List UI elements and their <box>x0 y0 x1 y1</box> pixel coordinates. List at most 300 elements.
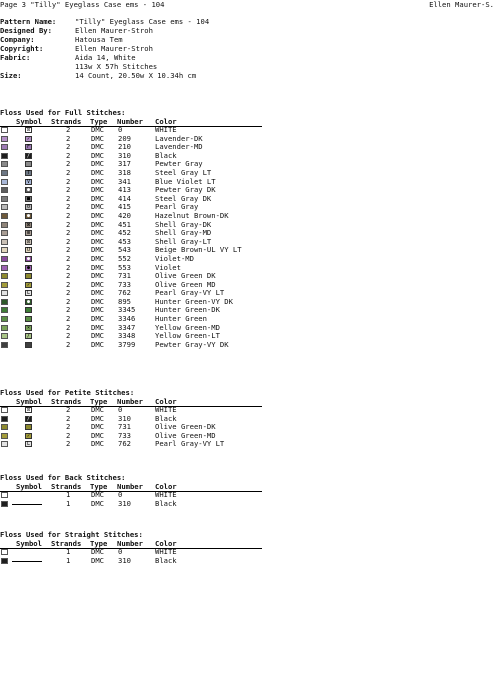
color-name: Pearl Gray-VY LT <box>155 439 225 449</box>
number-value: 0 <box>118 125 123 134</box>
type-value: DMC <box>91 555 104 565</box>
color-swatch <box>1 247 8 253</box>
stitch-symbol-icon <box>25 424 32 430</box>
stitch-symbol-icon <box>25 307 32 313</box>
color-name: Lavender-MD <box>155 142 203 152</box>
color-name: Hunter Green-DK <box>155 305 220 315</box>
number-value: 3799 <box>118 339 136 349</box>
col-symbol: Symbol <box>16 482 42 491</box>
strands-value: 2 <box>66 228 71 238</box>
strands-value: 2 <box>66 413 71 423</box>
color-swatch <box>1 196 8 202</box>
type-value: DMC <box>91 296 104 306</box>
number-value: 553 <box>118 262 131 272</box>
floss-row <box>0 440 494 449</box>
strands-value: 2 <box>66 314 71 324</box>
floss-row <box>0 160 494 169</box>
color-name: Beige Brown-UL VY LT <box>155 245 242 255</box>
color-name: Olive Green-DK <box>155 422 216 432</box>
color-name: Olive Green-MD <box>155 430 216 440</box>
color-swatch <box>1 213 8 219</box>
number-value: 414 <box>118 193 131 203</box>
backstitch-line-icon <box>12 552 42 553</box>
color-swatch <box>1 441 8 447</box>
info-row <box>0 17 494 26</box>
color-name: Lavender-DK <box>155 133 203 143</box>
info-label: Size: <box>0 71 22 80</box>
floss-row <box>0 423 494 432</box>
col-color: Color <box>155 482 177 491</box>
color-name: Black <box>155 150 177 160</box>
floss-row <box>0 255 494 264</box>
floss-row <box>0 169 494 178</box>
type-value: DMC <box>91 150 104 160</box>
number-value: 0 <box>118 547 123 556</box>
col-type: Type <box>90 539 108 548</box>
stitch-symbol-icon: ● <box>26 212 30 219</box>
color-swatch <box>1 424 8 430</box>
color-name: Yellow Green-LT <box>155 331 220 341</box>
type-value: DMC <box>91 490 104 499</box>
col-symbol: Symbol <box>16 117 42 126</box>
info-label: Copyright: <box>0 44 44 53</box>
color-name: Shell Gray-DK <box>155 219 212 229</box>
stitch-symbol-icon <box>25 316 32 322</box>
col-color: Color <box>155 539 177 548</box>
strands-value: 1 <box>66 498 71 508</box>
info-row <box>0 44 494 53</box>
number-value: 762 <box>118 439 131 449</box>
type-value: DMC <box>91 430 104 440</box>
color-swatch <box>1 342 8 348</box>
type-value: DMC <box>91 339 104 349</box>
strands-value: 2 <box>66 405 71 414</box>
col-strands: Strands <box>51 482 82 491</box>
stitch-symbol-icon: ⊞ <box>26 230 30 237</box>
number-value: 209 <box>118 133 131 143</box>
number-value: 310 <box>118 555 131 565</box>
strands-value: 2 <box>66 185 71 195</box>
header-left-text: Page 3 "Tilly" Eyeglass Case ems - 104 <box>0 0 165 9</box>
color-swatch <box>1 204 8 210</box>
strands-value: 2 <box>66 142 71 152</box>
table-header <box>0 117 494 126</box>
floss-row <box>0 264 494 273</box>
floss-table <box>0 126 494 349</box>
color-swatch <box>1 144 8 150</box>
floss-row <box>0 186 494 195</box>
type-value: DMC <box>91 271 104 281</box>
number-value: 0 <box>118 490 123 499</box>
strands-value: 2 <box>66 262 71 272</box>
number-value: 210 <box>118 142 131 152</box>
col-number: Number <box>117 397 143 406</box>
number-value: 310 <box>118 498 131 508</box>
strands-value: 2 <box>66 245 71 255</box>
strands-value: 2 <box>66 202 71 212</box>
color-name: Yellow Green-MD <box>155 322 220 332</box>
color-swatch <box>1 179 8 185</box>
color-name: Pearl Gray-VY LT <box>155 288 225 298</box>
col-color: Color <box>155 397 177 406</box>
color-name: Steel Gray LT <box>155 167 212 177</box>
stitch-symbol-icon: ● <box>26 187 30 194</box>
strands-value: 2 <box>66 422 71 432</box>
col-strands: Strands <box>51 397 82 406</box>
table-header <box>0 539 494 548</box>
color-name: WHITE <box>155 547 177 556</box>
type-value: DMC <box>91 228 104 238</box>
floss-row <box>0 126 494 135</box>
color-swatch <box>1 549 8 555</box>
stitch-symbol-icon: ✓ <box>26 432 30 439</box>
number-value: 310 <box>118 413 131 423</box>
col-number: Number <box>117 539 143 548</box>
floss-row <box>0 500 494 509</box>
color-swatch <box>1 256 8 262</box>
info-row <box>0 71 494 80</box>
stitch-symbol-icon: ■ <box>26 195 30 202</box>
type-value: DMC <box>91 279 104 289</box>
color-swatch <box>1 127 8 133</box>
color-swatch <box>1 299 8 305</box>
floss-row <box>0 135 494 144</box>
floss-row <box>0 315 494 324</box>
stitch-symbol-icon: ⊡ <box>26 407 30 413</box>
strands-value: 2 <box>66 210 71 220</box>
stitch-symbol-icon: 0 <box>26 204 30 211</box>
stitch-symbol-icon: × <box>26 324 30 331</box>
floss-row <box>0 221 494 230</box>
stitch-symbol-icon: L <box>26 441 30 448</box>
floss-row <box>0 306 494 315</box>
number-value: 0 <box>118 405 123 414</box>
type-value: DMC <box>91 262 104 272</box>
info-value: Aida 14, White <box>75 53 136 62</box>
color-name: Black <box>155 413 177 423</box>
floss-row <box>0 143 494 152</box>
stitch-symbol-icon: F <box>26 144 30 151</box>
col-symbol: Symbol <box>16 539 42 548</box>
stitch-symbol-icon: V <box>26 178 30 185</box>
color-swatch <box>1 170 8 176</box>
type-value: DMC <box>91 202 104 212</box>
strands-value: 2 <box>66 322 71 332</box>
color-name: Hazelnut Brown-DK <box>155 210 229 220</box>
color-name: Black <box>155 498 177 508</box>
color-name: Steel Gray DK <box>155 193 212 203</box>
type-value: DMC <box>91 236 104 246</box>
color-name: Violet <box>155 262 181 272</box>
strands-value: 2 <box>66 430 71 440</box>
floss-row <box>0 324 494 333</box>
info-value: Hatousa Tem <box>75 35 123 44</box>
type-value: DMC <box>91 219 104 229</box>
color-name: Blue Violet LT <box>155 176 216 186</box>
strands-value: 2 <box>66 279 71 289</box>
number-value: 895 <box>118 296 131 306</box>
strands-value: 2 <box>66 296 71 306</box>
type-value: DMC <box>91 253 104 263</box>
strands-value: 1 <box>66 547 71 556</box>
type-value: DMC <box>91 405 104 414</box>
type-value: DMC <box>91 133 104 143</box>
stitch-symbol-icon: T <box>26 169 30 176</box>
header-right-text: Ellen Maurer-S. <box>429 0 494 9</box>
number-value: 341 <box>118 176 131 186</box>
floss-row <box>0 548 494 557</box>
strands-value: 2 <box>66 331 71 341</box>
stitch-symbol-icon: ⊡ <box>26 127 30 133</box>
color-swatch <box>1 316 8 322</box>
number-value: 3345 <box>118 305 136 315</box>
floss-table <box>0 406 494 449</box>
number-value: 3348 <box>118 331 136 341</box>
strands-value: 2 <box>66 176 71 186</box>
number-value: 733 <box>118 279 131 289</box>
section-title: Floss Used for Full Stitches: <box>0 108 126 117</box>
info-label: Designed By: <box>0 26 52 35</box>
strands-value: 2 <box>66 133 71 143</box>
color-swatch <box>1 416 8 422</box>
strands-value: 2 <box>66 439 71 449</box>
number-value: 413 <box>118 185 131 195</box>
number-value: 762 <box>118 288 131 298</box>
color-name: Hunter Green <box>155 314 207 324</box>
strands-value: 1 <box>66 490 71 499</box>
floss-table <box>0 491 494 508</box>
color-swatch <box>1 136 8 142</box>
strands-value: 2 <box>66 288 71 298</box>
type-value: DMC <box>91 439 104 449</box>
number-value: 310 <box>118 150 131 160</box>
color-swatch <box>1 333 8 339</box>
floss-row <box>0 281 494 290</box>
floss-table <box>0 548 494 565</box>
floss-row <box>0 289 494 298</box>
color-name: WHITE <box>155 125 177 134</box>
floss-row <box>0 238 494 247</box>
number-value: 733 <box>118 430 131 440</box>
info-label: Fabric: <box>0 53 31 62</box>
floss-row <box>0 272 494 281</box>
color-swatch <box>1 325 8 331</box>
number-value: 317 <box>118 159 131 169</box>
color-swatch <box>1 492 8 498</box>
floss-row <box>0 229 494 238</box>
color-swatch <box>1 265 8 271</box>
type-value: DMC <box>91 159 104 169</box>
type-value: DMC <box>91 245 104 255</box>
number-value: 453 <box>118 236 131 246</box>
col-symbol: Symbol <box>16 397 42 406</box>
floss-row <box>0 178 494 187</box>
type-value: DMC <box>91 210 104 220</box>
stitch-symbol-icon <box>25 161 32 167</box>
type-value: DMC <box>91 322 104 332</box>
section-title: Floss Used for Back Stitches: <box>0 473 126 482</box>
section-title: Floss Used for Petite Stitches: <box>0 388 135 397</box>
floss-row <box>0 415 494 424</box>
color-swatch <box>1 501 8 507</box>
number-value: 731 <box>118 271 131 281</box>
petite-stitches-section <box>0 388 494 449</box>
stitch-symbol-icon: ⊠ <box>26 221 30 228</box>
number-value: 451 <box>118 219 131 229</box>
stitch-symbol-icon: ● <box>26 255 30 262</box>
col-strands: Strands <box>51 117 82 126</box>
floss-row <box>0 246 494 255</box>
type-value: DMC <box>91 547 104 556</box>
color-name: Olive Green DK <box>155 271 216 281</box>
number-value: 3347 <box>118 322 136 332</box>
color-name: Pewter Gray <box>155 159 203 169</box>
pattern-info <box>0 17 494 80</box>
type-value: DMC <box>91 314 104 324</box>
info-value: Ellen Maurer-Stroh <box>75 26 153 35</box>
stitch-symbol-icon: / <box>26 333 30 340</box>
floss-row <box>0 152 494 161</box>
stitch-symbol-icon: ✓ <box>26 281 30 288</box>
section-title: Floss Used for Straight Stitches: <box>0 530 143 539</box>
info-row <box>0 26 494 35</box>
type-value: DMC <box>91 498 104 508</box>
type-value: DMC <box>91 185 104 195</box>
color-swatch <box>1 273 8 279</box>
type-value: DMC <box>91 125 104 134</box>
strands-value: 2 <box>66 193 71 203</box>
stitch-symbol-icon: ● <box>26 264 30 271</box>
straight-stitches-section <box>0 530 494 565</box>
color-name: Pewter Gray-VY DK <box>155 339 229 349</box>
strands-value: 2 <box>66 125 71 134</box>
col-type: Type <box>90 482 108 491</box>
type-value: DMC <box>91 167 104 177</box>
number-value: 452 <box>118 228 131 238</box>
type-value: DMC <box>91 142 104 152</box>
color-name: Pearl Gray <box>155 202 199 212</box>
floss-row <box>0 203 494 212</box>
color-swatch <box>1 187 8 193</box>
color-name: Pewter Gray DK <box>155 185 216 195</box>
color-name: Violet-MD <box>155 253 194 263</box>
color-swatch <box>1 290 8 296</box>
info-row <box>0 35 494 44</box>
type-value: DMC <box>91 422 104 432</box>
type-value: DMC <box>91 331 104 341</box>
number-value: 318 <box>118 167 131 177</box>
floss-row <box>0 212 494 221</box>
color-name: WHITE <box>155 405 177 414</box>
stitch-symbol-icon: ✓ <box>26 135 30 142</box>
backstitch-line-icon <box>12 495 42 496</box>
stitch-symbol-icon: U <box>26 247 30 254</box>
info-value: "Tilly" Eyeglass Case ems - 104 <box>75 17 210 26</box>
strands-value: 2 <box>66 339 71 349</box>
color-name: Shell Gray-MD <box>155 228 212 238</box>
color-name: WHITE <box>155 490 177 499</box>
color-swatch <box>1 307 8 313</box>
color-swatch <box>1 161 8 167</box>
backstitch-line-icon <box>12 561 42 562</box>
number-value: 415 <box>118 202 131 212</box>
number-value: 3346 <box>118 314 136 324</box>
color-swatch <box>1 230 8 236</box>
number-value: 552 <box>118 253 131 263</box>
number-value: 543 <box>118 245 131 255</box>
strands-value: 2 <box>66 150 71 160</box>
stitch-symbol-icon: ⊡ <box>26 238 30 245</box>
info-label: Pattern Name: <box>0 17 57 26</box>
strands-value: 2 <box>66 305 71 315</box>
floss-row <box>0 332 494 341</box>
number-value: 731 <box>118 422 131 432</box>
floss-row <box>0 557 494 566</box>
floss-row <box>0 432 494 441</box>
type-value: DMC <box>91 305 104 315</box>
strands-value: 1 <box>66 555 71 565</box>
color-swatch <box>1 558 8 564</box>
color-swatch <box>1 239 8 245</box>
info-value: 113w X 57h Stitches <box>75 62 158 71</box>
color-swatch <box>1 282 8 288</box>
col-strands: Strands <box>51 539 82 548</box>
strands-value: 2 <box>66 271 71 281</box>
table-header <box>0 397 494 406</box>
info-row <box>0 62 494 71</box>
col-color: Color <box>155 117 177 126</box>
col-type: Type <box>90 397 108 406</box>
color-swatch <box>1 222 8 228</box>
color-name: Shell Gray-LT <box>155 236 212 246</box>
stitch-symbol-icon: / <box>26 152 30 159</box>
backstitch-line-icon <box>12 504 42 505</box>
strands-value: 2 <box>66 253 71 263</box>
strands-value: 2 <box>66 159 71 169</box>
color-swatch <box>1 153 8 159</box>
col-number: Number <box>117 117 143 126</box>
type-value: DMC <box>91 288 104 298</box>
info-label: Company: <box>0 35 35 44</box>
stitch-symbol-icon: L <box>26 290 30 297</box>
back-stitches-section <box>0 473 494 508</box>
floss-row <box>0 406 494 415</box>
stitch-symbol-icon: ● <box>26 298 30 305</box>
col-type: Type <box>90 117 108 126</box>
info-value: Ellen Maurer-Stroh <box>75 44 153 53</box>
color-name: Black <box>155 555 177 565</box>
table-header <box>0 482 494 491</box>
info-value: 14 Count, 20.50w X 10.34h cm <box>75 71 197 80</box>
color-name: Olive Green MD <box>155 279 216 289</box>
info-row <box>0 53 494 62</box>
col-number: Number <box>117 482 143 491</box>
type-value: DMC <box>91 193 104 203</box>
page-header <box>0 0 494 10</box>
number-value: 420 <box>118 210 131 220</box>
stitch-symbol-icon: / <box>26 415 30 422</box>
strands-value: 2 <box>66 219 71 229</box>
floss-row <box>0 298 494 307</box>
floss-row <box>0 195 494 204</box>
stitch-symbol-icon <box>25 273 32 279</box>
strands-value: 2 <box>66 167 71 177</box>
full-stitches-section <box>0 108 494 349</box>
color-swatch <box>1 433 8 439</box>
strands-value: 2 <box>66 236 71 246</box>
type-value: DMC <box>91 176 104 186</box>
type-value: DMC <box>91 413 104 423</box>
